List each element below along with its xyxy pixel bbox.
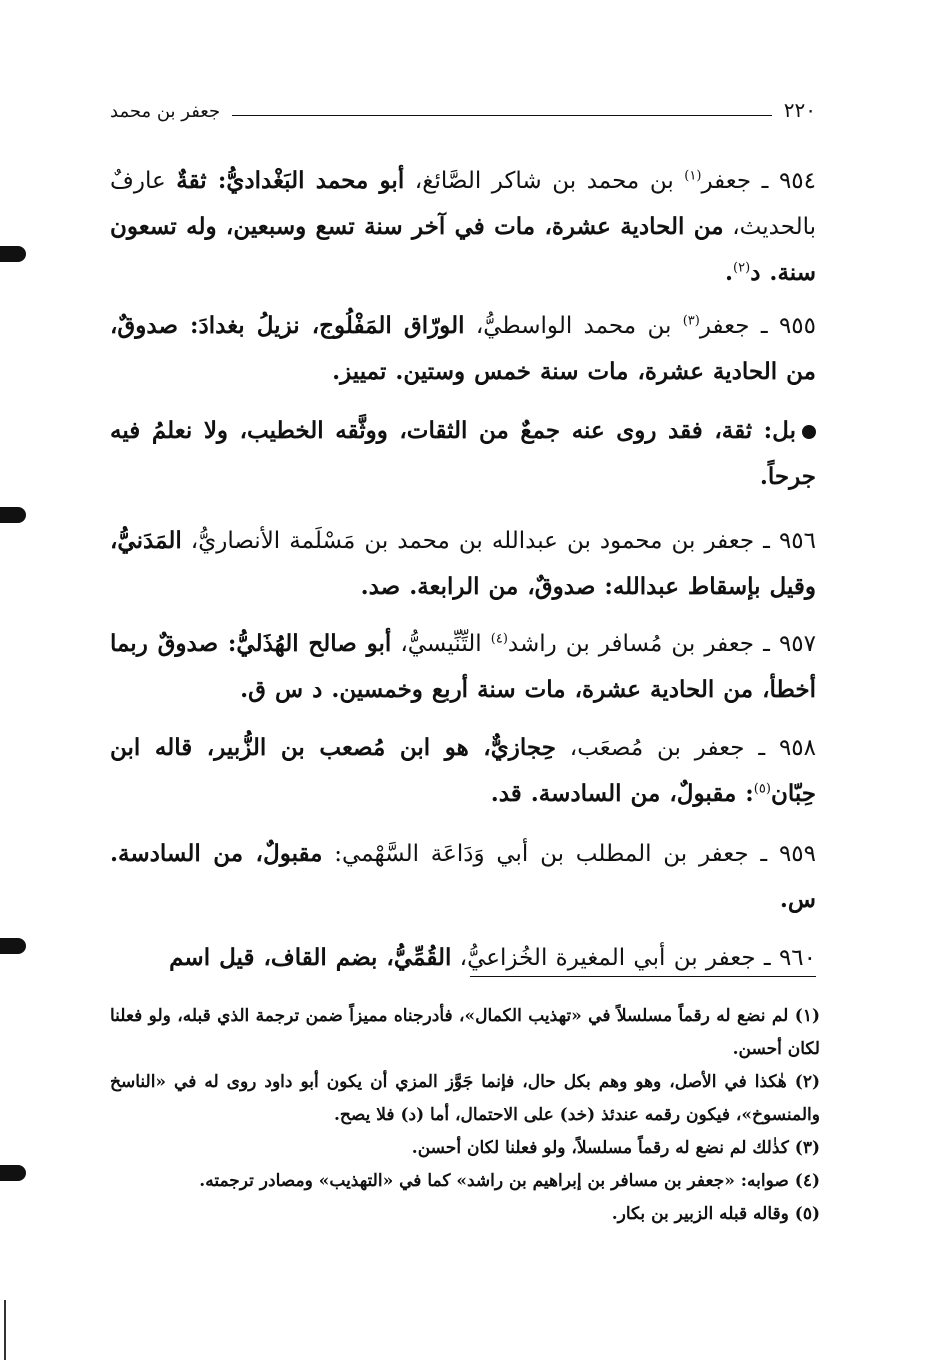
entry-number: ٩٥٧ ـ (763, 631, 816, 657)
entry-number: ٩٥٥ ـ (760, 313, 816, 339)
entry-text-bold: المَدَنيُّ، وقيل بإسقاط عبدالله: صدوقٌ، من الرابعة. صد. (110, 527, 816, 600)
scan-edge-mark (0, 1165, 26, 1181)
entry-text: جعفر بن مُصعَب، (555, 735, 745, 761)
footnote-3: (٣) كذٰلك لم نضع له رقماً مسلسلاً، ولو فعلنا لكان أحسن. (411, 1138, 820, 1158)
entry-text-bold: من الحادية عشرة، مات في آخر سنة تسع وسبعين، وله تسعون سنة. د (110, 213, 816, 286)
entry-number: ٩٥٨ ـ (758, 735, 816, 761)
entry-958 (110, 725, 816, 817)
scan-edge-mark (0, 246, 26, 262)
running-title: جعفر بن محمد (110, 101, 221, 122)
entry-text: التِّنِّيسيُّ، (391, 631, 491, 657)
entry-text-bold: الورّاق المَفْلُوج، نزيلُ بغدادَ: صدوقٌ، من الحادية عشرة، مات سنة خمس وستين. تمييز. (110, 312, 816, 385)
entry-text-bold: حِجازيٌّ، هو ابن مُصعب بن الزُّبير، قاله ابن حِبّان (110, 734, 816, 807)
entry-text-bold: أبو صالح الهُذَليُّ: صدوقٌ ربما أخطأ، من الحادية عشرة، مات سنة أربع وخمسين. د س ق. (110, 630, 816, 703)
footnote-1: (١) لم نضع له رقماً مسلسلاً في «تهذيب الكمال»، فأدرجناه مميزاً ضمن ترجمة الذي قبله، ولو فعلنا لكان أحسن. (110, 1006, 820, 1059)
entry-text: جعفر بن محمود بن عبدالله بن محمد بن مَسْلَمة الأنصاريُّ، (181, 528, 755, 554)
page-header (110, 92, 816, 122)
entry-960 (110, 935, 816, 981)
entry-text-bold: مقبولٌ، من السادسة. س. (110, 840, 816, 913)
entry-number: ٩٥٩ ـ (760, 841, 817, 867)
header-rule (232, 115, 772, 116)
scan-edge-line (4, 1300, 6, 1360)
entry-text: بن محمد بن شاكر الصَّائغ، (404, 168, 685, 194)
entry-name: جعفر (699, 313, 750, 339)
entry-number: ٩٥٦ ـ (763, 528, 816, 554)
entry-number: ٩٦٠ ـ (763, 945, 816, 971)
entry-956 (110, 518, 816, 610)
footnote-divider (470, 976, 816, 977)
entry-text: جعفر بن مُسافر بن راشد (507, 631, 755, 657)
commentary-text: بل: ثقة، فقد روى عنه جمعٌ من الثقات، ووثَّقه الخطيب، ولا نعلمُ فيه جرحاً. (110, 417, 816, 490)
footnote-ref: (٤) (490, 631, 508, 647)
entry-text-bold: القُمِّيُّ، بضم القاف، قيل اسم (169, 944, 452, 971)
entry-text-bold: : مقبولٌ، من السادسة. قد. (490, 780, 754, 807)
footnote-ref: (٢) (733, 260, 751, 276)
entry-text: بن محمد الواسطيُّ، (464, 313, 683, 339)
entry-text: جعفر بن أبي المغيرة الخُزاعيُّ، (451, 945, 756, 971)
commentary-955 (110, 408, 816, 500)
footnote-ref: (١) (684, 168, 702, 184)
entry-957 (110, 621, 816, 713)
entry-end: . (725, 259, 734, 286)
entry-text-bold: أبو محمد البَغْداديُّ: ثقةٌ (176, 167, 405, 194)
footnote-ref: (٥) (753, 781, 771, 797)
scan-edge-mark (0, 507, 26, 523)
entry-959 (110, 831, 816, 923)
entry-number: ٩٥٤ ـ (761, 168, 817, 194)
footnote-4: (٤) صوابه: «جعفر بن مسافر بن إبراهيم بن راشد» كما في «التهذيب» ومصادر ترجمته. (199, 1171, 820, 1191)
entry-text: عارفٌ بالحديث، (110, 168, 817, 240)
bullet-icon (802, 425, 816, 439)
entry-955 (110, 303, 816, 395)
footnotes (110, 1000, 820, 1231)
footnote-2: (٢) هٰكذا في الأصل، وهو وهم بكل حال، فإنما جَوَّز المزي أن يكون أبو داود روى له في «الناسخ والمنسوخ»، فيكون رقمه عندئذ (خد) على الاحتمال، أما (د) فلا يصح. (110, 1072, 820, 1125)
footnote-ref: (٣) (682, 313, 700, 329)
entry-954 (110, 158, 816, 296)
entry-text: جعفر بن المطلب بن أبي وَدَاعَة السَّهْمي: (322, 841, 749, 867)
entry-name: جعفر (701, 168, 752, 194)
scan-edge-mark (0, 938, 26, 954)
page-number: ٢٢٠ (783, 98, 816, 122)
footnote-5: (٥) وقاله قبله الزبير بن بكار. (611, 1204, 820, 1224)
